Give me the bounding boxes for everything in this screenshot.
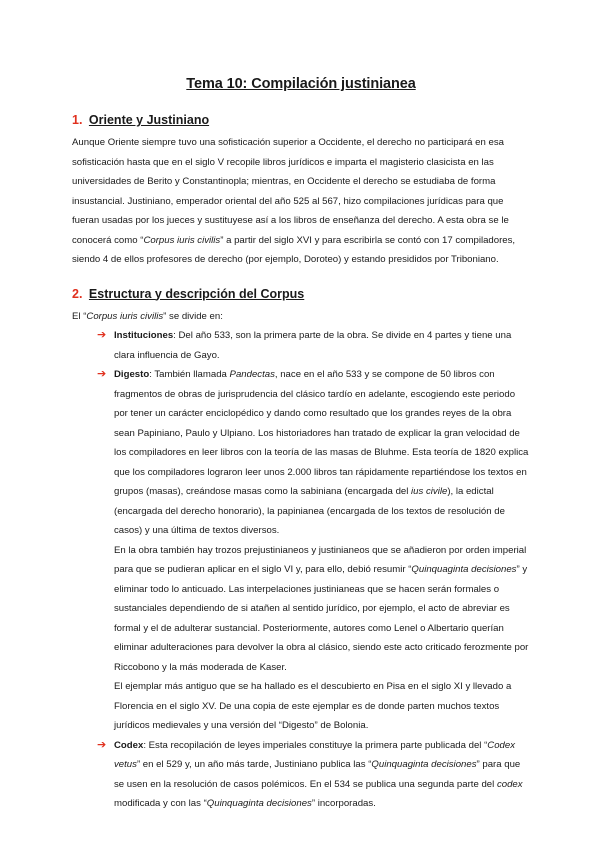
paragraph: [72, 307, 530, 327]
bullet-list: [72, 326, 530, 814]
text-run: , nace en el año 533 y se compone de 50 libros con fragmentos de obras de jurisprudencia del clásico tardío en adelante, escogiendo este periodo por tener un carácter enciclopédico y dando como resultado que los grandes reyes de la obra sean Papiniano, Paulo y Ulpiano. Los historiadores han tratado de explicar la gran velocidad de los compiladores en leer libros con la teoría de las masas de Bluhme. Esta teoría de 1820 explica que los compiladores lograron leer unos 2.000 libros tan rápidamente repartiéndose los textos en grupos (masas), creándose masas como la sabiniana (encargada del: [114, 369, 529, 497]
italic-text: Pandectas: [229, 369, 275, 380]
text-run: : Esta recopilación de leyes imperiales constituye la primera parte publicada del “: [143, 739, 488, 751]
text-run: ” incorporadas.: [311, 798, 376, 809]
section-heading-text: Oriente y Justiniano: [88, 113, 210, 127]
list-item-codex: [97, 736, 530, 814]
list-item-digesto: [97, 365, 530, 736]
text-run: El “: [72, 310, 87, 322]
text-run: ” y eliminar todo lo anticuado. Las interpelaciones justinianeas que se hacen serán formales o sustanciales dependiendo de si atañen al sentido jurídico, por ejemplo, el acto de abreviar es formal y el de adulterar sustancial. Posteriormente, autores como Lenel o Albertario querían eliminar adulteraciones para devolver la obra al clásico, siendo este acto criticado ferozmente por Riccobono y la más moderada de Kaser.: [114, 564, 529, 673]
paragraph: [72, 133, 530, 270]
text-run: ), la edictal (encargada del derecho honorario), la papinianea (encargada de los textos de resolución de casos) y una última de textos diversos.: [114, 486, 505, 536]
section-estructura: [72, 286, 530, 814]
italic-text: Quinquaginta decisiones: [411, 564, 517, 575]
text-run: El ejemplar más antiguo que se ha hallado es el descubierto en Pisa en el siglo XI y llevado a Florencia en el siglo XV. De una copia de este ejemplar es de donde parten muchos textos jurídicos medievales y una versión del “Digesto” de Bolonia.: [114, 681, 512, 731]
section-number: 1.: [72, 113, 83, 127]
italic-text: codex: [496, 778, 523, 790]
text-run: En la obra también hay trozos prejustinianeos y justinianeos que se añadieron por orden imperial para que se pudieran aplicar en el siglo VI y, para ello, debió resumir “: [114, 544, 527, 575]
italic-text: Quinquaginta decisiones: [371, 759, 477, 770]
section-heading: [72, 112, 530, 129]
text-run: ” en el 529 y, un año más tarde, Justiniano publica las “: [136, 759, 372, 770]
italic-text: Codex vetus: [114, 739, 516, 770]
section-heading: [72, 286, 530, 303]
arrow-bullet-icon: ➔: [97, 368, 107, 380]
section-number: 2.: [72, 286, 83, 301]
italic-text: ius civile: [411, 486, 448, 497]
text-run: : También llamada: [149, 369, 230, 380]
text-run: ” a partir del siglo XVI y para escribirla se contó con 17 compiladores, siendo 4 de ellos profesores de derecho (por ejemplo, Doroteo) y estando presididos por Triboniano.: [72, 234, 516, 265]
text-run: Aunque Oriente siempre tuvo una sofisticación superior a Occidente, el derecho no participará en esa sofisticación hasta que en el siglo V recopile libros jurídicos e imparta el magisterio clasicista en las universidades de Berito y Constantinopla; mientras, en Occidente el derecho se estudiaba de forma insustancial. Justiniano, emperador oriental del año 525 al 567, hizo compilaciones jurídicas para que fueran usadas por los jueces y sustituyese así a los libros de enseñanza del derecho. A esta obra se le conocerá como “: [72, 137, 509, 246]
text-run: modificada y con las “: [114, 798, 207, 809]
section-oriente: [72, 112, 530, 270]
italic-text: Corpus iuris civilis: [143, 234, 221, 246]
italic-text: Quinquaginta decisiones: [206, 798, 312, 809]
section-heading-text: Estructura y descripción del Corpus: [88, 286, 305, 301]
arrow-bullet-icon: ➔: [97, 329, 107, 341]
italic-text: Corpus iuris civilis: [86, 310, 164, 322]
term: Instituciones: [114, 330, 174, 341]
term: Digesto: [114, 369, 150, 380]
text-run: ” para que se usen en la resolución de casos polémicos. En el 534 se publica una segunda parte del: [114, 759, 521, 790]
term: Codex: [114, 739, 144, 751]
text-run: : Del año 533, son la primera parte de la obra. Se divide en 4 partes y tiene una clara influencia de Gayo.: [114, 330, 512, 361]
list-item-instituciones: [97, 326, 530, 365]
text-run: ” se divide en:: [163, 310, 223, 322]
page-title: Tema 10: Compilación justinianea: [186, 76, 416, 92]
arrow-bullet-icon: ➔: [97, 738, 107, 751]
